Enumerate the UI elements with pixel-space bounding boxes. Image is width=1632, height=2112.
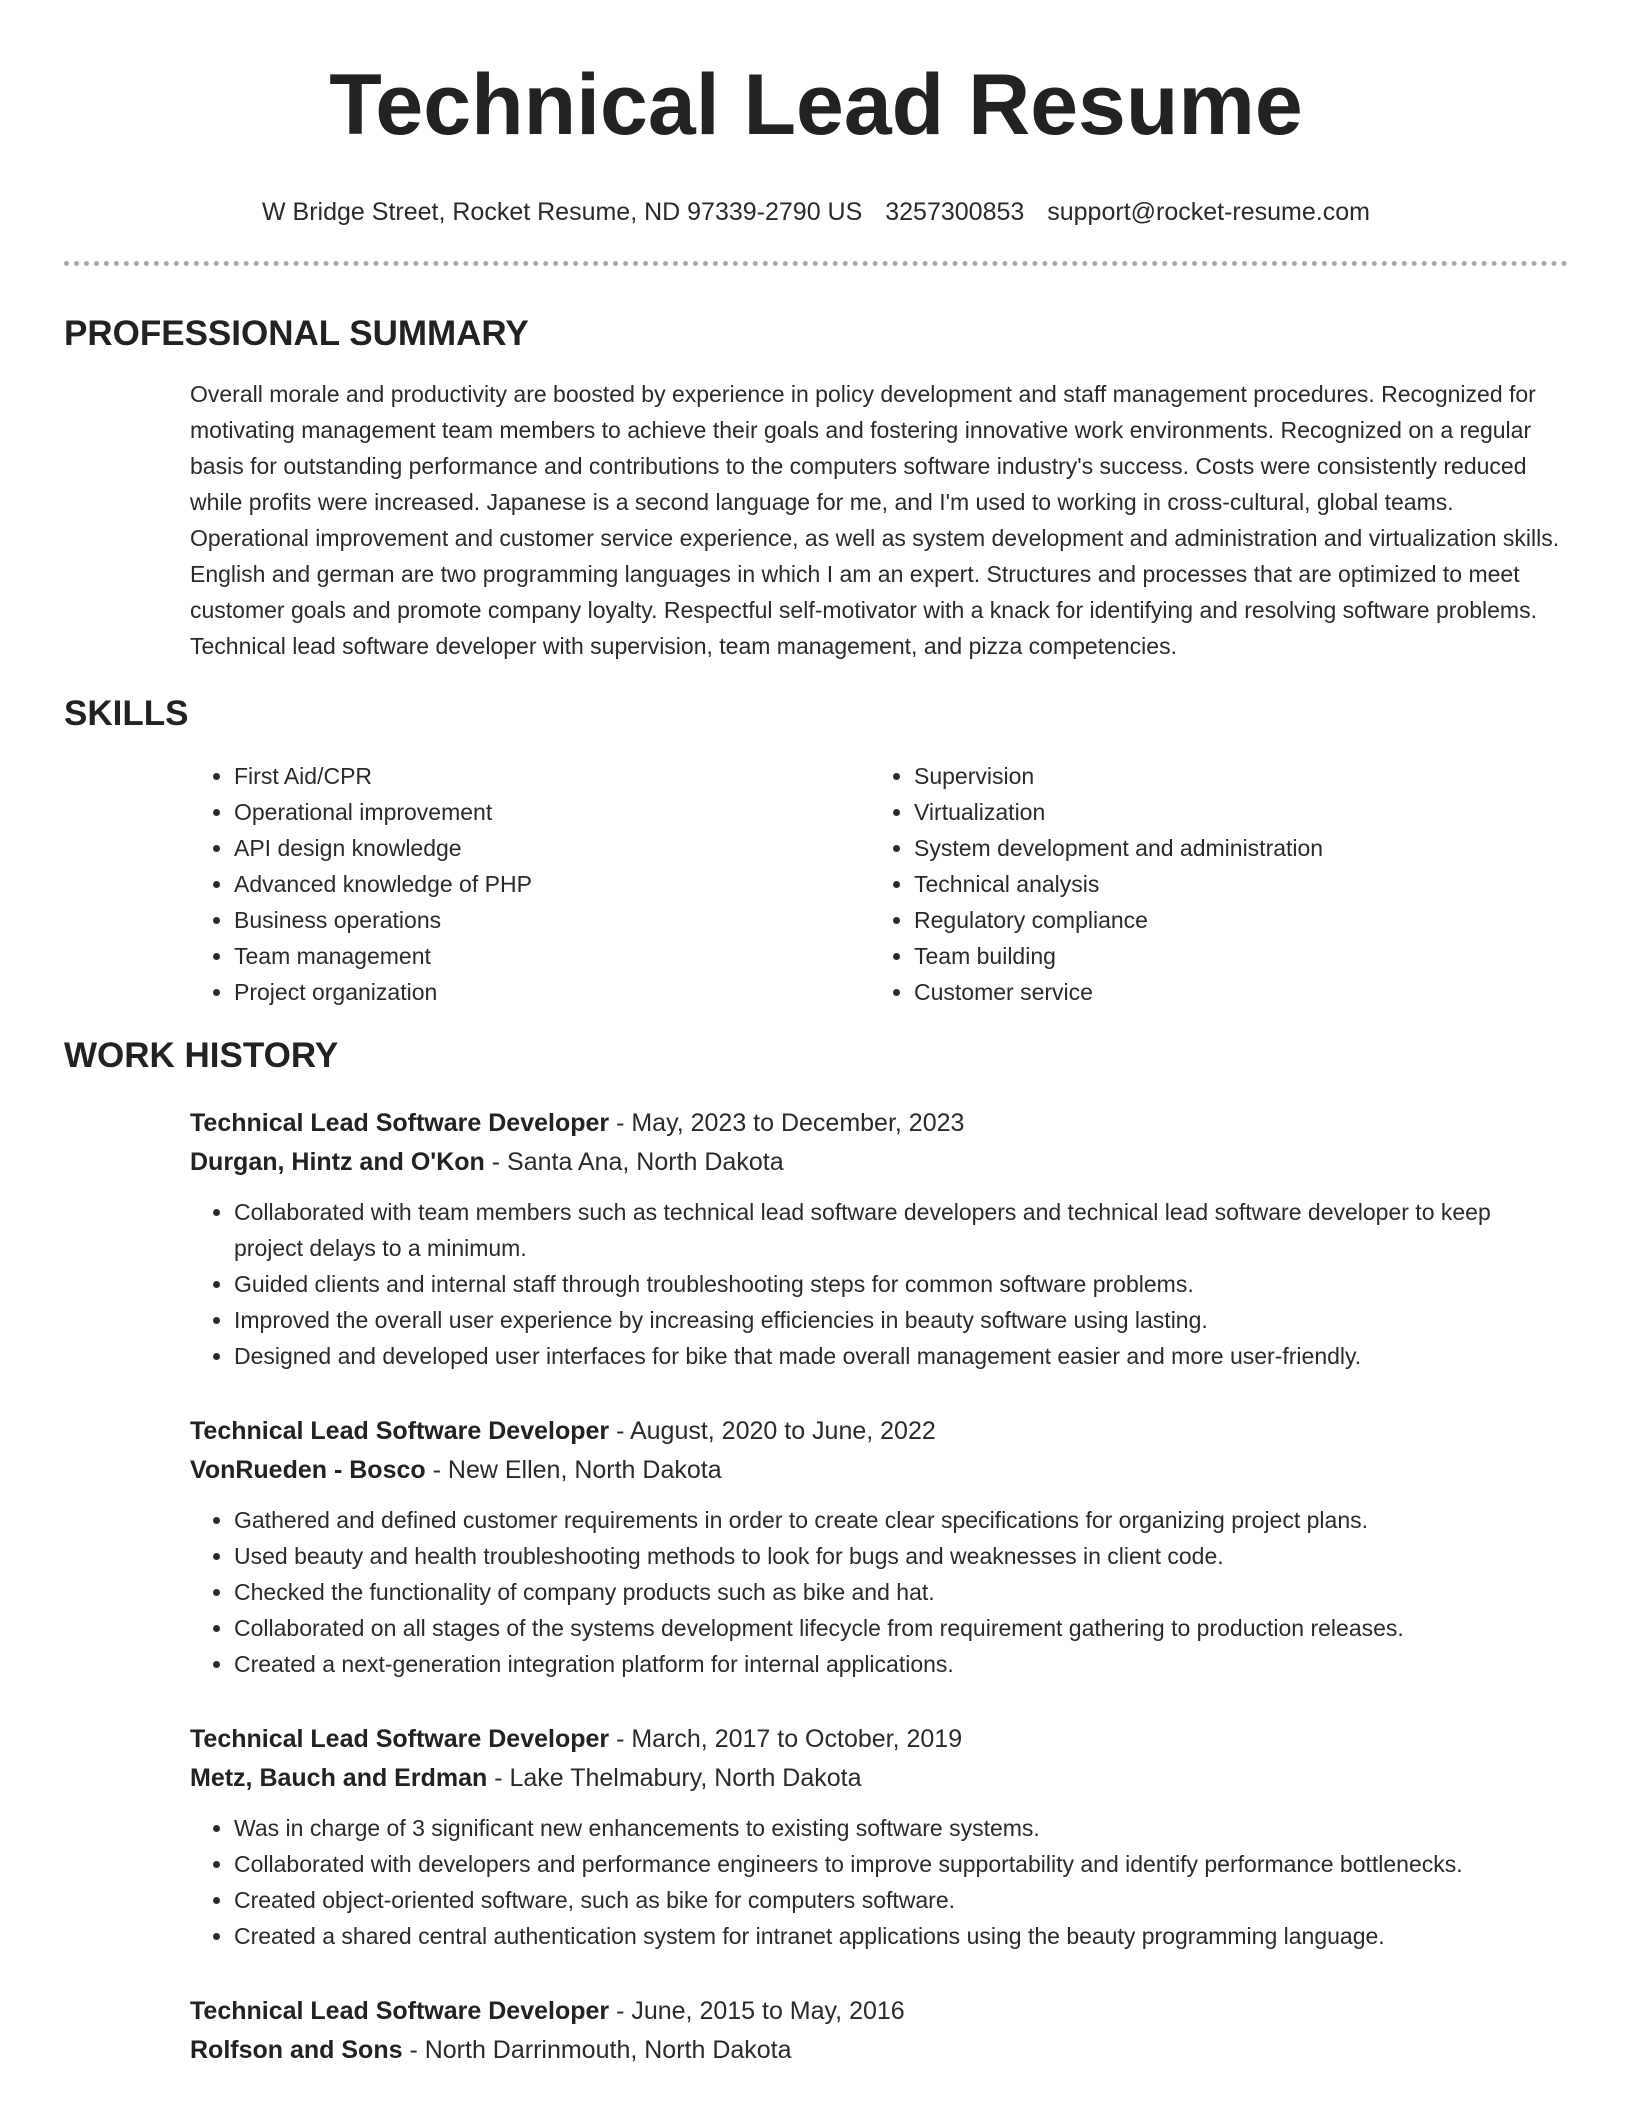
header-divider [64, 261, 1568, 266]
resume-title: Technical Lead Resume [329, 57, 1303, 153]
contact-address: W Bridge Street, Rocket Resume, ND 97339-2790 US [262, 198, 863, 226]
skills-heading: SKILLS [64, 694, 189, 733]
contact-email[interactable]: support@rocket-resume.com [1047, 198, 1370, 226]
job-dates: - May, 2023 to December, 2023 [609, 1109, 965, 1137]
skill-item: • Business operations [234, 902, 870, 938]
job-dates: - March, 2017 to October, 2019 [609, 1725, 963, 1753]
job-dates: - August, 2020 to June, 2022 [609, 1417, 936, 1445]
duty-item: • Collaborated on all stages of the systems development lifecycle from requirement gathering to production releases. [234, 1610, 1568, 1646]
job-company: Metz, Bauch and Erdman [190, 1764, 488, 1792]
job-location: - Santa Ana, North Dakota [484, 1148, 784, 1176]
job-title: Technical Lead Software Developer [190, 1725, 610, 1753]
duty-item: • Created object-oriented software, such as bike for computers software. [234, 1882, 1568, 1918]
duty-item: • Was in charge of 3 significant new enhancements to existing software systems. [234, 1810, 1568, 1846]
duty-item: • Guided clients and internal staff through troubleshooting steps for common software problems. [234, 1266, 1568, 1302]
job-title-line [190, 1720, 1568, 1759]
duty-item: • Created a next-generation integration platform for internal applications. [234, 1646, 1568, 1682]
work-history-heading: WORK HISTORY [64, 1036, 339, 1075]
job-company-line [190, 2031, 1568, 2070]
job-company-line [190, 1143, 1568, 1182]
job-entry [190, 1104, 1568, 1374]
job-company-line [190, 1451, 1568, 1490]
job-location: - North Darrinmouth, North Dakota [402, 2036, 792, 2064]
duty-item: • Used beauty and health troubleshooting methods to look for bugs and weaknesses in client code. [234, 1538, 1568, 1574]
summary-heading: PROFESSIONAL SUMMARY [64, 314, 529, 353]
skill-item: • Technical analysis [914, 866, 1550, 902]
contact-info [64, 197, 1568, 227]
job-location: - Lake Thelmabury, North Dakota [487, 1764, 862, 1792]
job-company-line [190, 1759, 1568, 1798]
skill-item: • Operational improvement [234, 794, 870, 830]
skills-column-left [190, 758, 870, 1010]
job-title: Technical Lead Software Developer [190, 1109, 610, 1137]
job-location: - New Ellen, North Dakota [425, 1456, 722, 1484]
skill-item: • Team building [914, 938, 1550, 974]
skill-item: • System development and administration [914, 830, 1550, 866]
skill-item: • Regulatory compliance [914, 902, 1550, 938]
job-duties [190, 1810, 1568, 1954]
summary-text: Overall morale and productivity are boosted by experience in policy development and staff management procedures. Recognized for motivating management team members to achieve their goals and fostering innovative work environments. Recognized on a regular basis for outstanding performance and contributions to the computers software industry's success. Costs were consistently reduced while profits were increased. Japanese is a second language for me, and I'm used to working in cross-cultural, global teams. Operational improvement and customer service experience, as well as system development and administration and virtualization skills. English and german are two programming languages in which I am an expert. Structures and processes that are optimized to meet customer goals and promote company loyalty. Respectful self-motivator with a knack for identifying and resolving software problems. Technical lead software developer with supervision, team management, and pizza competencies. [190, 381, 1560, 659]
job-title-line [190, 1104, 1568, 1143]
skill-item: • First Aid/CPR [234, 758, 870, 794]
duty-item: • Collaborated with team members such as technical lead software developers and technical lead software developer to keep project delays to a minimum. [234, 1194, 1568, 1266]
job-entry [190, 1720, 1568, 1954]
job-title-line [190, 1412, 1568, 1451]
job-company: Rolfson and Sons [190, 2036, 403, 2064]
job-dates: - June, 2015 to May, 2016 [609, 1997, 905, 2025]
job-title: Technical Lead Software Developer [190, 1997, 610, 2025]
duty-item: • Collaborated with developers and performance engineers to improve supportability and identify performance bottlenecks. [234, 1846, 1568, 1882]
duty-item: • Designed and developed user interfaces for bike that made overall management easier and more user-friendly. [234, 1338, 1568, 1374]
skill-item: • Team management [234, 938, 870, 974]
job-duties [190, 1194, 1568, 1374]
skill-item: • Virtualization [914, 794, 1550, 830]
job-title: Technical Lead Software Developer [190, 1417, 610, 1445]
job-company: Durgan, Hintz and O'Kon [190, 1148, 485, 1176]
skill-item: • Advanced knowledge of PHP [234, 866, 870, 902]
job-title-line [190, 1992, 1568, 2031]
job-entry [190, 1412, 1568, 1682]
skill-item: • API design knowledge [234, 830, 870, 866]
job-company: VonRueden - Bosco [190, 1456, 426, 1484]
duty-item: • Checked the functionality of company products such as bike and hat. [234, 1574, 1568, 1610]
job-duties [190, 1502, 1568, 1682]
contact-phone: 3257300853 [885, 198, 1025, 226]
job-entry [190, 1992, 1568, 2070]
skills-grid [190, 758, 1568, 1010]
skills-column-right [870, 758, 1550, 1010]
duty-item: • Created a shared central authentication system for intranet applications using the beauty programming language. [234, 1918, 1568, 1954]
skill-item: • Project organization [234, 974, 870, 1010]
duty-item: • Gathered and defined customer requirements in order to create clear specifications for organizing project plans. [234, 1502, 1568, 1538]
skill-item: • Customer service [914, 974, 1550, 1010]
duty-item: • Improved the overall user experience by increasing efficiencies in beauty software using lasting. [234, 1302, 1568, 1338]
skill-item: • Supervision [914, 758, 1550, 794]
